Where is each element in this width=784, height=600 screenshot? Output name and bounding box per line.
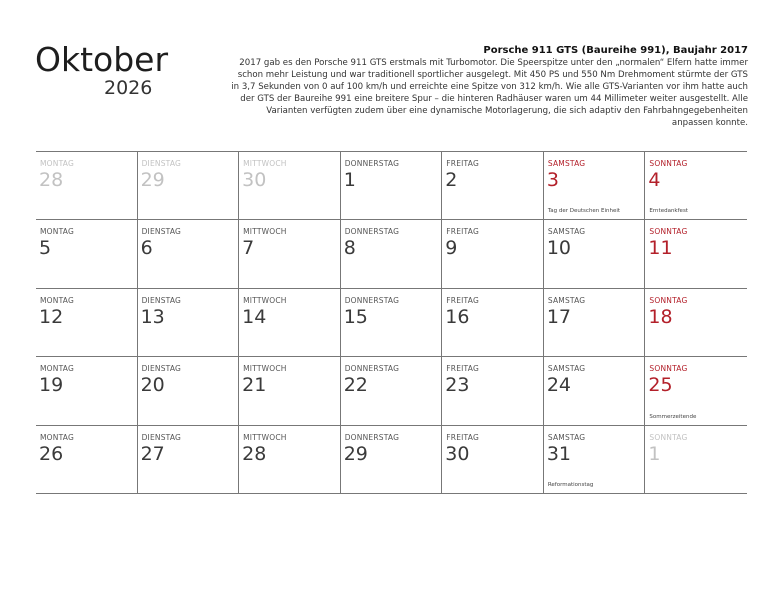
weekday-label: FREITAG: [446, 432, 479, 442]
weekday-label: DIENSTAG: [141, 432, 182, 442]
day-cell: [341, 357, 443, 425]
weekday-label: DIENSTAG: [141, 364, 182, 374]
weekday-label: SONNTAG: [649, 159, 688, 168]
day-number: 26: [39, 442, 64, 465]
day-cell: [239, 357, 341, 425]
description-body: 2017 gab es den Porsche 911 GTS erstmals mit Turbomotor. Die Speerspitze unter den „normalen“ Elfern hatte immer schon mehr Leistung und war traditionell sportlicher ausgelegt. Mit 450 PS und 550 Nm Drehmoment stürmte der GTS in 3,7 Sekunden von 0 auf 100 km/h und erreichte eine Spitze von 312 km/h. Wie alle GTS-Varianten vor ihm hatte auch der GTS der Baureihe 991 eine breitere Spur – die hinteren Radhäuser waren um 44 Millimeter weiter ausgestellt. Alle Varianten verfügten zudem über eine dynamische Motorlagerung, die sich adaptiv den Fahrbahngegebenheiten anpassen konnte.: [231, 58, 748, 128]
day-number: 27: [140, 442, 165, 465]
day-number: 7: [242, 237, 255, 260]
day-cell: [239, 220, 341, 288]
day-cell: [138, 357, 240, 425]
weekday-label: FREITAG: [446, 227, 479, 237]
weekday-label: MONTAG: [40, 432, 74, 442]
day-number: 18: [648, 305, 673, 328]
day-cell: [442, 152, 544, 220]
day-number: 23: [445, 374, 470, 397]
day-number: 28: [242, 442, 267, 465]
day-cell: [341, 152, 443, 220]
day-number: 24: [546, 374, 572, 397]
day-cell: [138, 426, 240, 494]
day-cell: [544, 220, 646, 288]
day-number: 30: [445, 442, 470, 465]
day-cell: [645, 426, 747, 494]
weekday-label: MITTWOCH: [243, 364, 287, 374]
day-number: 30: [242, 169, 267, 191]
weekday-label: MITTWOCH: [243, 432, 287, 442]
weekday-label: DONNERSTAG: [344, 364, 400, 374]
weekday-label: DIENSTAG: [141, 227, 182, 237]
day-cell: [544, 357, 646, 425]
weekday-label: SONNTAG: [649, 295, 688, 305]
weekday-label: SONNTAG: [649, 227, 688, 237]
day-number: 21: [242, 374, 267, 397]
day-cell: [239, 426, 341, 494]
weekday-label: SONNTAG: [649, 432, 688, 442]
car-description: [228, 44, 748, 129]
day-cell: [138, 152, 240, 220]
day-number: 9: [445, 237, 458, 260]
day-cell: [544, 426, 646, 494]
day-number: 3: [546, 169, 559, 191]
weekday-label: DIENSTAG: [141, 159, 182, 168]
day-cell: [645, 152, 747, 220]
month-title: Oktober: [35, 40, 169, 79]
day-number: 13: [140, 305, 165, 328]
day-number: 1: [343, 169, 356, 191]
weekday-label: MONTAG: [40, 227, 74, 237]
day-cell: [36, 357, 138, 425]
weekday-label: FREITAG: [446, 295, 479, 305]
day-number: 25: [648, 374, 673, 397]
weekday-label: DONNERSTAG: [344, 432, 400, 442]
day-cell: [341, 220, 443, 288]
weekday-label: DONNERSTAG: [344, 227, 400, 237]
day-number: 17: [546, 305, 572, 328]
day-number: 12: [39, 305, 64, 328]
holiday-label: Reformationstag: [547, 482, 594, 488]
day-number: 10: [546, 237, 572, 260]
day-cell: [544, 152, 646, 220]
day-number: 22: [343, 374, 368, 397]
day-number: 1: [648, 442, 661, 465]
day-number: 29: [343, 442, 368, 465]
weekday-label: DONNERSTAG: [344, 295, 400, 305]
day-cell: [645, 289, 747, 357]
day-cell: [442, 426, 544, 494]
day-cell: [239, 289, 341, 357]
day-number: 15: [343, 305, 368, 328]
day-number: 14: [242, 305, 267, 328]
day-cell: [442, 357, 544, 425]
description-title: Porsche 911 GTS (Baureihe 991), Baujahr 2017: [483, 45, 748, 56]
weekday-label: DONNERSTAG: [344, 159, 400, 168]
weekday-label: SONNTAG: [649, 364, 688, 374]
day-number: 31: [546, 442, 572, 465]
weekday-label: MITTWOCH: [243, 227, 287, 237]
weekday-label: MITTWOCH: [243, 295, 287, 305]
day-number: 28: [39, 169, 64, 191]
weekday-label: MONTAG: [40, 159, 74, 168]
day-cell: [645, 220, 747, 288]
day-cell: [442, 220, 544, 288]
day-cell: [36, 426, 138, 494]
day-cell: [36, 220, 138, 288]
day-cell: [645, 357, 747, 425]
weekday-label: SAMSTAG: [547, 432, 586, 442]
day-number: 5: [39, 237, 52, 260]
holiday-label: Tag der Deutschen Einheit: [547, 208, 621, 215]
weekday-label: SAMSTAG: [547, 159, 586, 168]
weekday-label: MONTAG: [40, 295, 74, 305]
day-cell: [138, 220, 240, 288]
weekday-label: SAMSTAG: [547, 227, 586, 237]
day-cell: [442, 289, 544, 357]
calendar-grid: [36, 151, 747, 494]
weekday-label: MONTAG: [40, 364, 74, 374]
weekday-label: SAMSTAG: [547, 295, 586, 305]
day-number: 8: [343, 237, 356, 260]
day-number: 6: [140, 237, 153, 260]
day-cell: [36, 152, 138, 220]
day-number: 19: [39, 374, 64, 397]
day-number: 11: [648, 237, 673, 260]
weekday-label: SAMSTAG: [547, 364, 586, 374]
day-cell: [138, 289, 240, 357]
holiday-label: Sommerzeitende: [649, 413, 697, 420]
day-cell: [239, 152, 341, 220]
day-cell: [36, 289, 138, 357]
year-label: 2026: [104, 77, 153, 99]
day-cell: [544, 289, 646, 357]
weekday-label: FREITAG: [446, 159, 479, 168]
holiday-label: Erntedankfest: [649, 208, 688, 215]
day-number: 16: [445, 305, 470, 328]
day-number: 4: [648, 169, 661, 191]
weekday-label: DIENSTAG: [141, 295, 182, 305]
day-number: 29: [140, 169, 165, 191]
day-number: 20: [140, 374, 165, 397]
weekday-label: MITTWOCH: [243, 159, 287, 168]
weekday-label: FREITAG: [446, 364, 479, 374]
day-cell: [341, 426, 443, 494]
day-cell: [341, 289, 443, 357]
day-number: 2: [445, 169, 458, 191]
